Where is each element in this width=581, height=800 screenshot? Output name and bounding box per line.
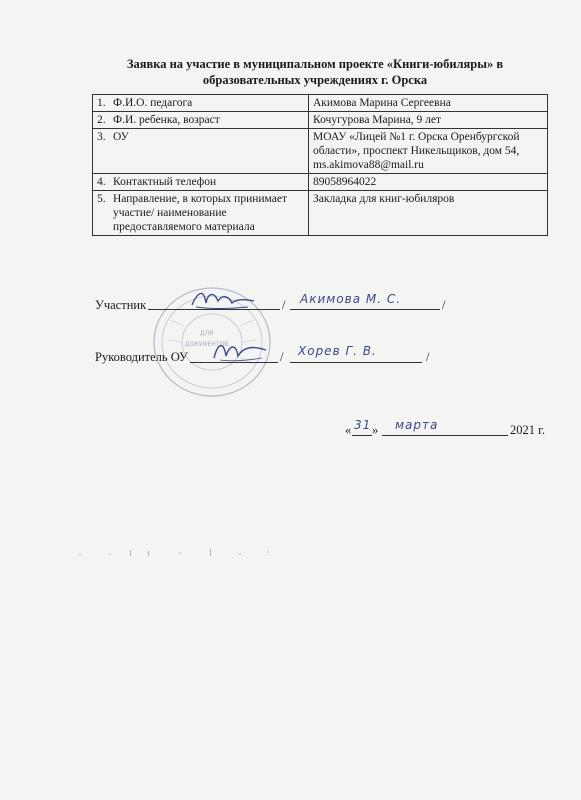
head-signature-icon	[210, 336, 270, 364]
participant-name-line	[290, 309, 440, 310]
document-title	[100, 56, 530, 88]
separator: /	[282, 298, 286, 312]
row-value: 89058964022	[309, 174, 548, 191]
date-close-quote: »	[372, 423, 379, 437]
row-value: Кочугурова Марина, 9 лет	[309, 112, 548, 129]
head-label: Руководитель ОУ	[95, 350, 188, 364]
date-day-line	[352, 435, 372, 436]
row-value: Закладка для книг-юбиляров	[309, 191, 548, 236]
row-label: Ф.И.О. педагога	[113, 97, 193, 109]
title-line-2: образовательных учреждениях г. Орска	[202, 73, 428, 87]
table-row	[93, 129, 548, 174]
table-row	[93, 95, 548, 112]
participant-name-handwritten: Акимова М. С.	[300, 292, 402, 306]
scan-specks	[70, 545, 300, 565]
row-number: 4.	[97, 176, 106, 188]
date-month-line	[382, 435, 508, 436]
table-row	[93, 112, 548, 129]
head-name-line	[290, 362, 422, 363]
row-label: Ф.И. ребенка, возраст	[113, 114, 220, 126]
row-label: Контактный телефон	[113, 176, 217, 188]
row-number: 3.	[97, 131, 106, 143]
row-label: ОУ	[113, 131, 129, 143]
table-row	[93, 191, 548, 236]
row-number: 5.	[97, 193, 106, 205]
participant-signature-icon	[188, 285, 258, 313]
table-row	[93, 174, 548, 191]
row-label: Направление, в которых принимает участие/ наименование предоставляемого материала	[113, 193, 287, 233]
date-month-handwritten: марта	[395, 418, 439, 432]
separator: /	[280, 350, 284, 364]
row-value: МОАУ «Лицей №1 г. Орска Оренбургской области», проспект Никельщиков, дом 54, ms.akimova88@mail.ru	[309, 129, 548, 174]
row-value: Акимова Марина Сергеевна	[309, 95, 548, 112]
separator: /	[426, 350, 430, 364]
row-number: 1.	[97, 97, 106, 109]
stamp-text-1: ДЛЯ	[200, 330, 214, 337]
row-number: 2.	[97, 114, 106, 126]
date-year: 2021 г.	[510, 423, 545, 437]
separator: /	[442, 298, 446, 312]
title-line-1: Заявка на участие в муниципальном проекте «Книги-юбиляры» в	[126, 57, 504, 71]
date-open-quote: «	[345, 423, 352, 437]
application-table	[92, 94, 548, 236]
stamp-text-2: ДОКУМЕНТОВ	[185, 341, 229, 348]
head-name-handwritten: Хорев Г. В.	[298, 344, 377, 358]
participant-label: Участник	[95, 298, 147, 312]
date-day-handwritten: 31	[354, 418, 372, 432]
